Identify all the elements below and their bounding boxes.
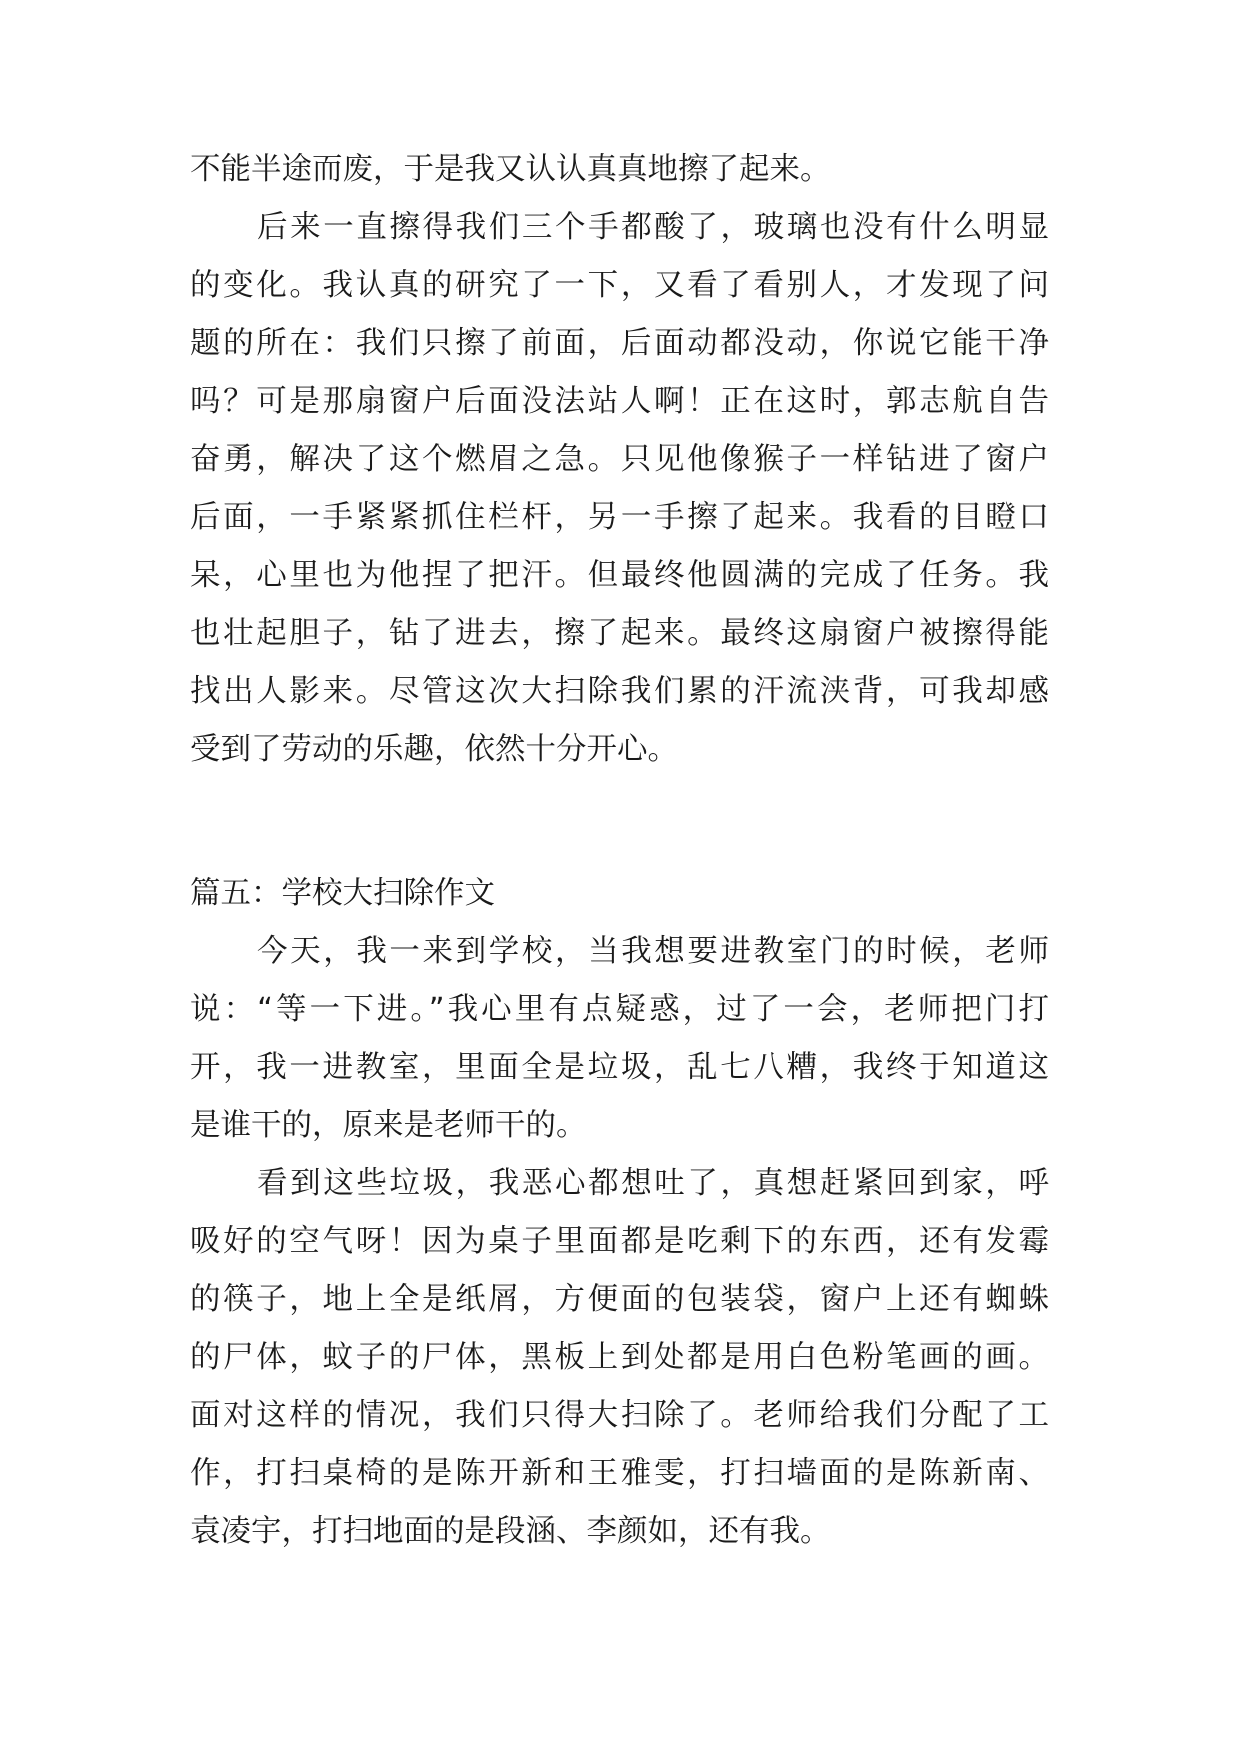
paragraph-line: 说：“等一下进。”我心里有点疑惑，过了一会，老师把门打 — [190, 992, 1049, 1027]
paragraph-line: 是谁干的，原来是老师干的。 — [190, 1108, 587, 1143]
paragraph-line: 作，打扫桌椅的是陈开新和王雅雯，打扫墙面的是陈新南、 — [190, 1456, 1049, 1491]
paragraph-line: 后来一直擦得我们三个手都酸了，玻璃也没有什么明显 — [257, 210, 1049, 245]
paragraph-line: 吗？可是那扇窗户后面没法站人啊！正在这时，郭志航自告 — [190, 384, 1049, 419]
paragraph-line: 奋勇，解决了这个燃眉之急。只见他像猴子一样钻进了窗户 — [190, 442, 1049, 477]
paragraph-line: 看到这些垃圾，我恶心都想吐了，真想赶紧回到家，呼 — [257, 1166, 1049, 1201]
paragraph-line: 的筷子，地上全是纸屑，方便面的包装袋，窗户上还有蜘蛛 — [190, 1282, 1049, 1317]
paragraph-line: 呆，心里也为他捏了把汗。但最终他圆满的完成了任务。我 — [190, 558, 1049, 593]
paragraph-line: 吸好的空气呀！因为桌子里面都是吃剩下的东西，还有发霉 — [190, 1224, 1049, 1259]
paragraph-line: 的变化。我认真的研究了一下，又看了看别人，才发现了问 — [190, 268, 1049, 303]
paragraph-line: 面对这样的情况，我们只得大扫除了。老师给我们分配了工 — [190, 1398, 1049, 1433]
paragraph-line: 找出人影来。尽管这次大扫除我们累的汗流浃背，可我却感 — [190, 674, 1049, 709]
paragraph-line: 今天，我一来到学校，当我想要进教室门的时候，老师 — [257, 934, 1049, 969]
paragraph-line: 也壮起胆子，钻了进去，擦了起来。最终这扇窗户被擦得能 — [190, 616, 1049, 651]
paragraph-line: 题的所在：我们只擦了前面，后面动都没动，你说它能干净 — [190, 326, 1049, 361]
paragraph-line: 的尸体，蚊子的尸体，黑板上到处都是用白色粉笔画的画。 — [190, 1340, 1049, 1375]
paragraph-line: 后面，一手紧紧抓住栏杆，另一手擦了起来。我看的目瞪口 — [190, 500, 1049, 535]
paragraph-line: 受到了劳动的乐趣，依然十分开心。 — [190, 732, 678, 767]
paragraph-line: 袁凌宇，打扫地面的是段涵、李颜如，还有我。 — [190, 1514, 831, 1549]
section-title: 篇五：学校大扫除作文 — [190, 876, 495, 911]
paragraph-line: 开，我一进教室，里面全是垃圾，乱七八糟，我终于知道这 — [190, 1050, 1049, 1085]
paragraph-line: 不能半途而废，于是我又认认真真地擦了起来。 — [190, 152, 831, 187]
